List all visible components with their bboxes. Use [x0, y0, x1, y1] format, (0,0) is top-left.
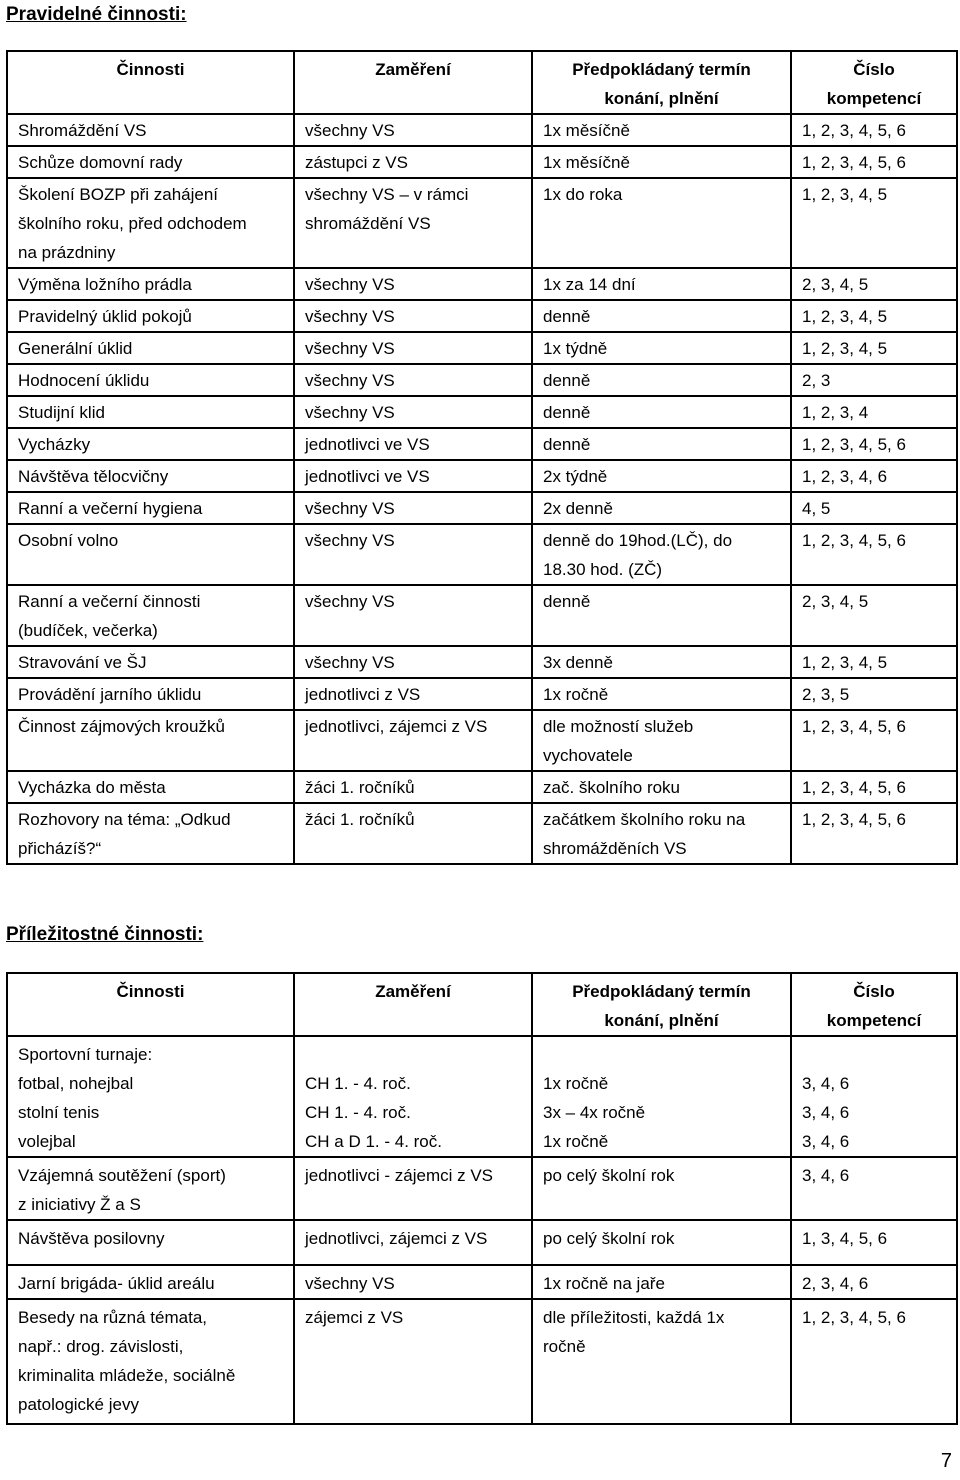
cell-activity: Stravování ve ŠJ — [7, 646, 294, 678]
cell-focus: všechny VS — [294, 114, 532, 146]
cell-competences: 4, 5 — [791, 492, 957, 524]
cell-activity: Výměna ložního prádla — [7, 268, 294, 300]
cell-competences: 1, 3, 4, 5, 6 — [791, 1220, 957, 1265]
cell-competences: 1, 2, 3, 4, 5, 6 — [791, 114, 957, 146]
header-term: Předpokládaný termín konání, plnění — [532, 973, 791, 1036]
cell-term: 2x týdně — [532, 460, 791, 492]
table-row — [7, 678, 957, 710]
cell-term: denně — [532, 300, 791, 332]
cell-focus: všechny VS — [294, 396, 532, 428]
cell-focus: jednotlivci ve VS — [294, 460, 532, 492]
cell-competences: 1, 2, 3, 4, 6 — [791, 460, 957, 492]
cell-term: denně do 19hod.(LČ), do 18.30 hod. (ZČ) — [532, 524, 791, 585]
table-row — [7, 585, 957, 646]
table-row — [7, 492, 957, 524]
cell-competences: 1, 2, 3, 4, 5, 6 — [791, 710, 957, 771]
cell-term: 3x denně — [532, 646, 791, 678]
table-row — [7, 146, 957, 178]
section-title-occasional: Příležitostné činnosti: — [6, 924, 204, 945]
cell-competences: 1, 2, 3, 4, 5 — [791, 646, 957, 678]
cell-activity: Návštěva tělocvičny — [7, 460, 294, 492]
header-competences: Číslo kompetencí — [791, 973, 957, 1036]
cell-focus: jednotlivci, zájemci z VS — [294, 1220, 532, 1265]
cell-focus: všechny VS — [294, 524, 532, 585]
header-term: Předpokládaný termín konání, plnění — [532, 51, 791, 114]
table-row — [7, 396, 957, 428]
cell-focus: všechny VS — [294, 364, 532, 396]
table-row — [7, 771, 957, 803]
cell-term: 1x za 14 dní — [532, 268, 791, 300]
cell-term: 2x denně — [532, 492, 791, 524]
table-row — [7, 1220, 957, 1265]
cell-activity: Shromáždění VS — [7, 114, 294, 146]
cell-competences: 1, 2, 3, 4, 5, 6 — [791, 803, 957, 864]
cell-focus: všechny VS — [294, 332, 532, 364]
header-focus: Zaměření — [294, 51, 532, 114]
table-row — [7, 646, 957, 678]
cell-activity: Hodnocení úklidu — [7, 364, 294, 396]
cell-competences: 1, 2, 3, 4, 5 — [791, 178, 957, 268]
cell-activity: Ranní a večerní činnosti (budíček, večerka) — [7, 585, 294, 646]
header-activities: Činnosti — [7, 51, 294, 114]
cell-term: začátkem školního roku na shromážděních VS — [532, 803, 791, 864]
cell-term: dle možností služeb vychovatele — [532, 710, 791, 771]
table-row — [7, 524, 957, 585]
cell-activity: Studijní klid — [7, 396, 294, 428]
cell-focus: všechny VS — [294, 646, 532, 678]
table-row — [7, 428, 957, 460]
cell-focus: všechny VS – v rámci shromáždění VS — [294, 178, 532, 268]
cell-activity: Generální úklid — [7, 332, 294, 364]
cell-activity: Rozhovory na téma: „Odkud přicházíš?“ — [7, 803, 294, 864]
cell-competences: 2, 3, 4, 5 — [791, 585, 957, 646]
cell-activity: Vzájemná soutěžení (sport) z iniciativy Ž a S — [7, 1157, 294, 1220]
header-activities: Činnosti — [7, 973, 294, 1036]
table-row — [7, 803, 957, 864]
table-row — [7, 710, 957, 771]
cell-focus: CH 1. - 4. roč. CH 1. - 4. roč. CH a D 1. - 4. roč. — [294, 1036, 532, 1157]
table-row — [7, 364, 957, 396]
page-number: 7 — [940, 1450, 952, 1472]
cell-focus: zájemci z VS — [294, 1299, 532, 1424]
cell-term: 1x týdně — [532, 332, 791, 364]
cell-focus: jednotlivci - zájemci z VS — [294, 1157, 532, 1220]
cell-competences: 1, 2, 3, 4, 5, 6 — [791, 524, 957, 585]
cell-competences: 1, 2, 3, 4, 5, 6 — [791, 1299, 957, 1424]
cell-activity: Činnost zájmových kroužků — [7, 710, 294, 771]
cell-activity: Provádění jarního úklidu — [7, 678, 294, 710]
cell-term: denně — [532, 396, 791, 428]
table-row — [7, 1265, 957, 1299]
cell-competences: 3, 4, 6 — [791, 1157, 957, 1220]
cell-activity: Besedy na různá témata, např.: drog. závislosti, kriminalita mládeže, sociálně patologické jevy — [7, 1299, 294, 1424]
header-competences: Číslo kompetencí — [791, 51, 957, 114]
table-row — [7, 178, 957, 268]
cell-term: denně — [532, 364, 791, 396]
table-row — [7, 1299, 957, 1424]
cell-competences: 1, 2, 3, 4, 5, 6 — [791, 146, 957, 178]
table-row — [7, 460, 957, 492]
cell-activity: Školení BOZP při zahájení školního roku, před odchodem na prázdniny — [7, 178, 294, 268]
cell-term: 1x ročně 3x – 4x ročně 1x ročně — [532, 1036, 791, 1157]
table-row — [7, 300, 957, 332]
table-row — [7, 1157, 957, 1220]
cell-activity: Jarní brigáda- úklid areálu — [7, 1265, 294, 1299]
header-row — [7, 51, 957, 114]
cell-term: 1x měsíčně — [532, 114, 791, 146]
cell-activity: Osobní volno — [7, 524, 294, 585]
cell-competences: 1, 2, 3, 4, 5 — [791, 300, 957, 332]
cell-competences: 1, 2, 3, 4, 5, 6 — [791, 771, 957, 803]
section-title-regular: Pravidelné činnosti: — [6, 4, 187, 25]
header-focus: Zaměření — [294, 973, 532, 1036]
cell-activity: Sportovní turnaje: fotbal, nohejbal stolní tenis volejbal — [7, 1036, 294, 1157]
cell-competences: 1, 2, 3, 4, 5, 6 — [791, 428, 957, 460]
cell-activity: Ranní a večerní hygiena — [7, 492, 294, 524]
cell-competences: 2, 3, 4, 5 — [791, 268, 957, 300]
cell-focus: všechny VS — [294, 1265, 532, 1299]
regular-activities-table — [6, 50, 958, 865]
cell-focus: všechny VS — [294, 585, 532, 646]
cell-competences: 2, 3, 5 — [791, 678, 957, 710]
cell-focus: jednotlivci, zájemci z VS — [294, 710, 532, 771]
table-row — [7, 114, 957, 146]
cell-focus: zástupci z VS — [294, 146, 532, 178]
cell-activity: Pravidelný úklid pokojů — [7, 300, 294, 332]
cell-activity: Vycházky — [7, 428, 294, 460]
table-row — [7, 1036, 957, 1157]
table-row — [7, 332, 957, 364]
cell-focus: jednotlivci ve VS — [294, 428, 532, 460]
cell-activity: Návštěva posilovny — [7, 1220, 294, 1265]
cell-focus: všechny VS — [294, 300, 532, 332]
cell-competences: 3, 4, 6 3, 4, 6 3, 4, 6 — [791, 1036, 957, 1157]
cell-term: 1x ročně — [532, 678, 791, 710]
cell-competences: 1, 2, 3, 4, 5 — [791, 332, 957, 364]
occasional-activities-table — [6, 972, 958, 1425]
table-row — [7, 268, 957, 300]
cell-focus: jednotlivci z VS — [294, 678, 532, 710]
cell-focus: žáci 1. ročníků — [294, 803, 532, 864]
cell-competences: 2, 3 — [791, 364, 957, 396]
cell-focus: žáci 1. ročníků — [294, 771, 532, 803]
cell-term: denně — [532, 428, 791, 460]
cell-term: dle příležitosti, každá 1x ročně — [532, 1299, 791, 1424]
cell-term: 1x do roka — [532, 178, 791, 268]
cell-term: po celý školní rok — [532, 1220, 791, 1265]
cell-term: denně — [532, 585, 791, 646]
cell-term: po celý školní rok — [532, 1157, 791, 1220]
header-row — [7, 973, 957, 1036]
cell-activity: Vycházka do města — [7, 771, 294, 803]
cell-term: 1x měsíčně — [532, 146, 791, 178]
cell-competences: 2, 3, 4, 6 — [791, 1265, 957, 1299]
cell-competences: 1, 2, 3, 4 — [791, 396, 957, 428]
cell-focus: všechny VS — [294, 492, 532, 524]
cell-term: zač. školního roku — [532, 771, 791, 803]
cell-focus: všechny VS — [294, 268, 532, 300]
cell-term: 1x ročně na jaře — [532, 1265, 791, 1299]
cell-activity: Schůze domovní rady — [7, 146, 294, 178]
